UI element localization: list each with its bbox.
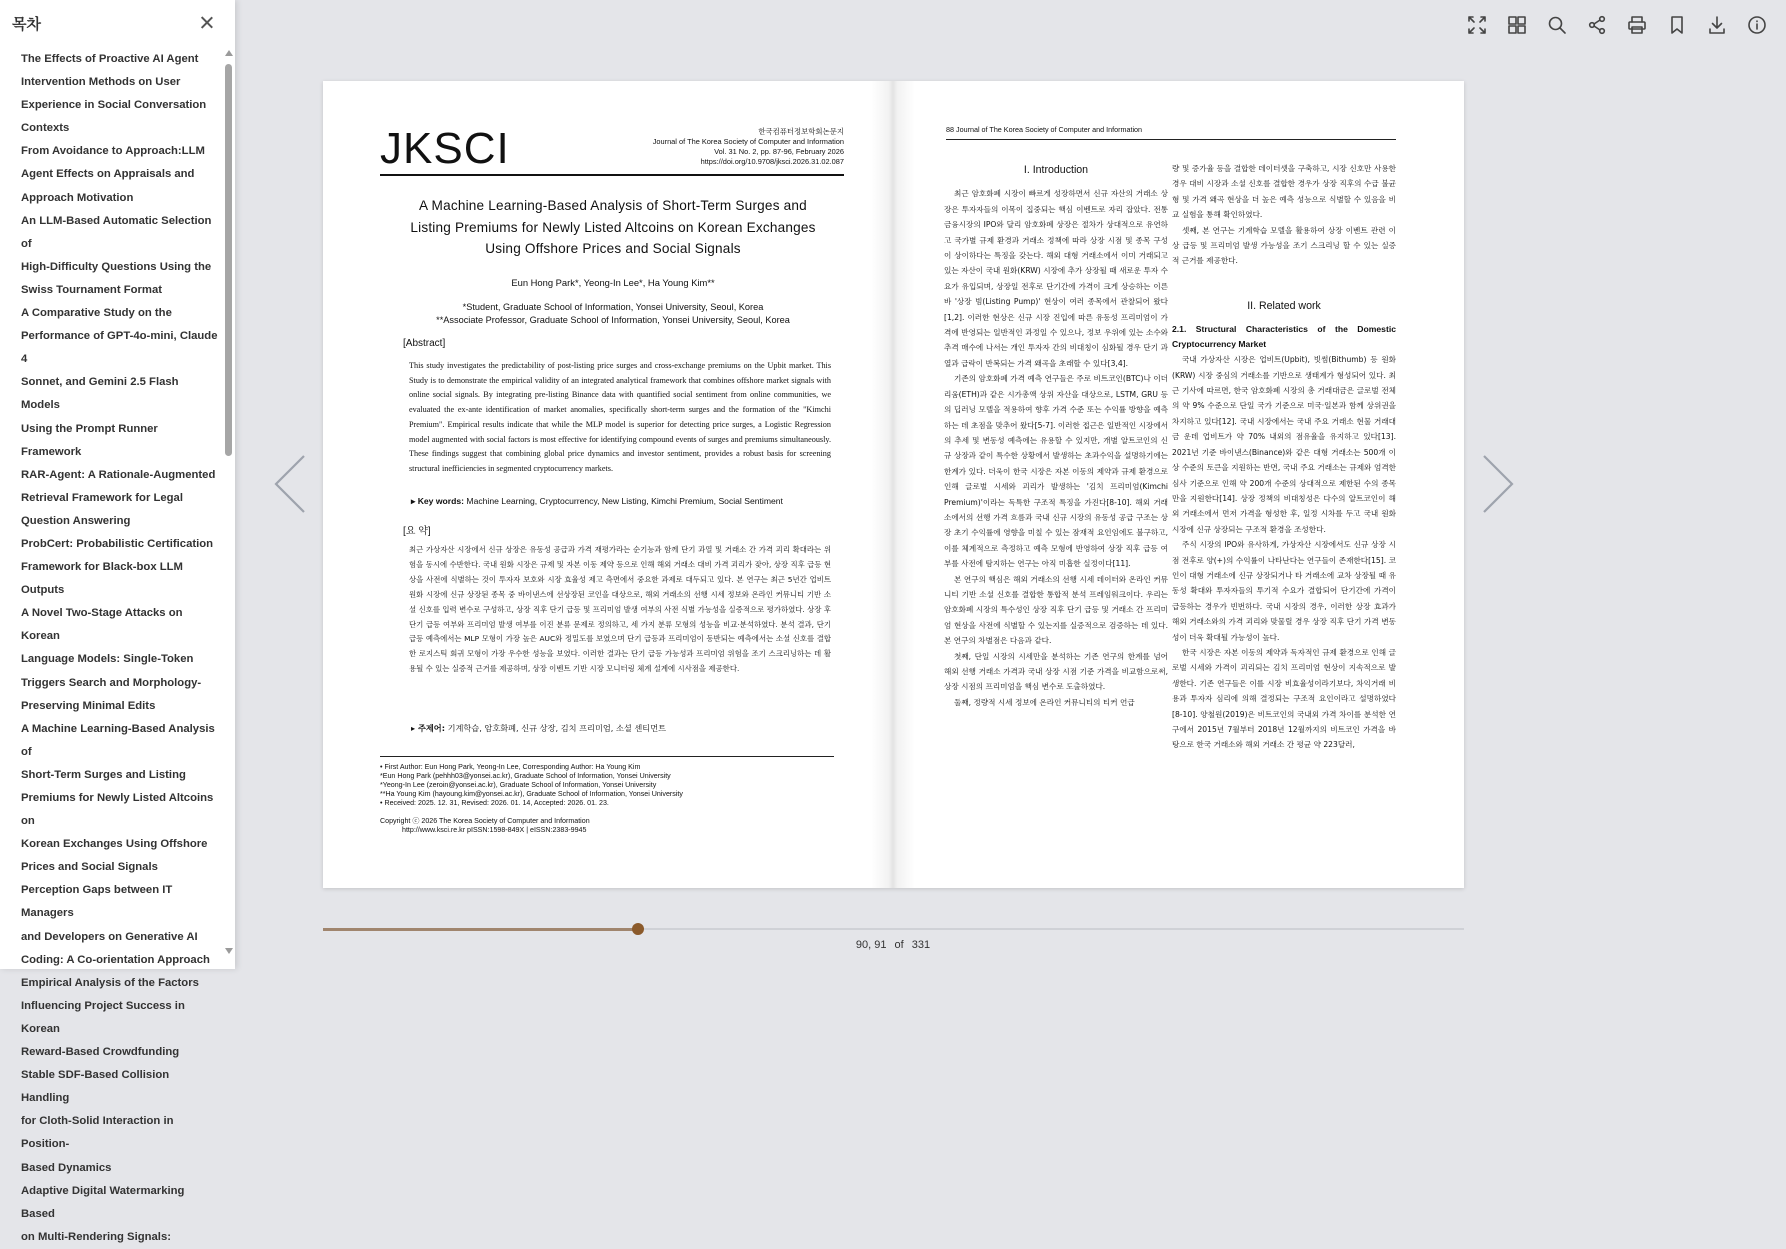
of-label: of — [894, 939, 904, 951]
copyright-line: http://www.ksci.re.kr pISSN:1598-849X | eISSN:2383-9945 — [402, 826, 587, 834]
copyright — [380, 817, 840, 835]
header-divider — [380, 174, 844, 176]
abstract-text: This study investigates the predictability of post-listing price surges and cross-exchange premiums on the Upbit market. This Study is to demonstrate the empirical validity of an integrated analytical framework that combines offshore market signals with online social signals. By integrating pre-listing Binance data with quantified social sentiment from online communities, we evaluated the ex-ante identification of market anomalies, specifically short-term surges and the formation of the "Kimchi Premium". Empirical results indicate that while the MLP model is superior for detecting price surges, a Logistic Regression model augmented with social factors is most effective for identifying compound events of surges and premiums simultaneously. These findings suggest that combining global price dynamics and investor sentiment, provides a robust basis for screening structural inefficiencies in segmented cryptocurrency markets. — [409, 361, 831, 473]
search-icon[interactable] — [1544, 12, 1570, 38]
affiliation: *Student, Graduate School of Information, Yonsei University, Seoul, Korea — [462, 302, 764, 312]
paragraph: 기존의 암호화폐 가격 예측 연구들은 주로 비트코인(BTC)나 이더리움(ETH)과 같은 시가총액 상위 자산을 대상으로, LSTM, GRU 등의 딥러닝 모델을 적용하여 향후 가격 수준 또는 수익률 방향을 예측하는 데 초점을 맞추어 왔다[5-7]. 이러한 접근은 일반적인 시장에서의 추세 및 변동성 예측에는 유용할 수 있지만, 개별 알트코인의 신규 상장과 같이 특수한 상황에서 발생하는 초과수익을 설명하기에는 한계가 있다. 더욱이 한국 시장은 자본 이동의 제약과 규제 환경으로 인해 글로벌 시세와 괴리가 발생하는 '김치 프리미엄(Kimchi Premium)'이라는 독특한 구조적 특징을 가진다[8-10]. 해외 거래소에서의 선행 가격 흐름과 국내 신규 시장의 유동성 공급 구조는 상장 초기 수익률에 영향을 미칠 수 있는 잠재적 요인임에도 불구하고, 이를 체계적으로 측정하고 예측 모형에 반영하여 상장 직후 급등 여부를 사전에 탐지하는 연구는 아직 미흡한 실정이다[11]. — [944, 374, 1168, 569]
sidebar-title: 목차 — [12, 14, 41, 33]
keywords-label: ▸ Key words: — [411, 496, 465, 506]
download-icon[interactable] — [1704, 12, 1730, 38]
toc-item[interactable]: Retrieval Framework for Legal — [21, 491, 183, 504]
paragraph: 첫째, 단일 시장의 시세만을 분석하는 기존 연구의 한계를 넘어 해외 선행 거래소 가격과 국내 상장 시점 기준 가격을 비교함으로써, 상장 시점의 프리미엄을 핵심 변수로 도출하였다. — [944, 651, 1168, 692]
header-divider — [946, 139, 1396, 140]
korean-abstract-heading: [요 약] — [403, 526, 431, 537]
toc-scrollbar[interactable] — [224, 50, 233, 954]
scroll-up-icon[interactable] — [225, 50, 233, 56]
scrollbar-thumb[interactable] — [225, 64, 232, 456]
toc-item[interactable]: A Machine Learning-Based Analysis of — [21, 722, 215, 758]
section-heading: II. Related work — [1247, 299, 1321, 312]
toc-item[interactable]: Preserving Minimal Edits — [21, 699, 156, 712]
toc-item[interactable]: and Developers on Generative AI — [21, 930, 198, 943]
footnote-divider — [380, 756, 834, 757]
total-pages: 331 — [911, 939, 931, 951]
toc-item[interactable]: Empirical Analysis of the Factors — [21, 976, 199, 989]
toc-sidebar — [0, 0, 235, 1243]
book-spread — [323, 81, 1464, 888]
journal-doi[interactable]: https://doi.org/10.9708/jksci.2026.31.02.087 — [700, 157, 844, 166]
paragraph: 본 연구의 핵심은 해외 거래소의 선행 시세 데이터와 온라인 커뮤니티 기반 소셜 신호를 결합한 통합적 분석 프레임워크이다. 우리는 암호화폐 시장의 특수성인 상장 직후 단기 급등 및 거래소 간 프리미엄 현상을 사전에 식별할 수 있는지를 실증적으로 검증하는 데 있다. 본 연구의 차별점은 다음과 같다. — [944, 574, 1168, 646]
journal-korean-name: 한국컴퓨터정보학회논문지 — [758, 127, 844, 136]
footnotes — [380, 763, 840, 808]
toc-item[interactable]: High-Difficulty Questions Using the — [21, 260, 212, 273]
toc-item[interactable]: Agent Effects on Appraisals and — [21, 168, 195, 181]
toc-item[interactable]: Experience in Social Conversation — [21, 99, 207, 112]
page-slider-progress — [323, 928, 638, 931]
running-header: 88 Journal of The Korea Society of Computer and Information — [946, 125, 1143, 134]
left-page — [323, 81, 893, 888]
text-column-right — [1172, 161, 1396, 753]
toc-item[interactable]: Stable SDF-Based Collision Handling — [21, 1069, 170, 1105]
page-indicator — [823, 939, 963, 951]
text-column-left — [944, 161, 1168, 710]
keywords — [411, 496, 833, 507]
toc-item[interactable]: Using the Prompt Runner Framework — [21, 422, 158, 458]
toc-item[interactable]: From Avoidance to Approach:LLM — [21, 145, 205, 158]
next-page-arrow-icon[interactable] — [1478, 452, 1518, 516]
paragraph: 셋째, 본 연구는 기계학습 모델을 활용하여 상장 이벤트 관련 이상 급등 및 프리미엄 발생 가능성을 조기 스크리닝 할 수 있는 실증적 근거를 제공한다. — [1172, 225, 1396, 266]
paragraph: 최근 암호화폐 시장이 빠르게 성장하면서 신규 자산의 거래소 상장은 투자자들의 이목이 집중되는 핵심 이벤트로 자리 잡았다. 전통 금융시장의 IPO와 달리 암호화폐 상장은 절차가 상대적으로 유연하고 국가별 규제 환경과 거래소 정책에 따라 상장 시점 및 종목 구성이 상이하다는 특징을 갖는다. 해외 대형 거래소에서 이미 거래되고 있는 자산이 국내 원화(KRW) 시장에 추가 상장될 때 새로운 투자 수요가 유입되며, 상장일 전후로 단기간에 가격이 크게 상승하는 이른바 '상장 빔(Listing Pump)' 현상이 여러 종목에서 관찰되어 왔다[1,2]. 이러한 현상은 신규 시장 진입에 따른 유동성 프리미엄이 가격에 반영되는 일반적인 과정일 수 있으나, 정보 우위에 있는 소수와 추격 매수에 나서는 개인 투자자 간의 비대칭이 심화될 경우 단기 과열과 급락이 반복되는 가격 왜곡을 초래할 수 있다[3,4]. — [944, 189, 1168, 368]
toc-item[interactable]: Triggers Search and Morphology- — [21, 676, 202, 689]
toc-item[interactable]: Swiss Tournament Format — [21, 283, 163, 296]
fullscreen-icon[interactable] — [1464, 12, 1490, 38]
page-slider[interactable] — [323, 928, 1464, 930]
scroll-down-icon[interactable] — [225, 948, 233, 954]
toc-item[interactable]: Coding: A Co-orientation Approach — [21, 953, 210, 966]
viewer-toolbar — [1464, 12, 1770, 40]
toc-item[interactable]: An LLM-Based Automatic Selection of — [21, 214, 212, 250]
affiliations — [383, 301, 843, 327]
close-icon[interactable] — [197, 13, 217, 33]
toc-item[interactable]: Perception Gaps between IT Managers — [21, 884, 173, 920]
info-icon[interactable] — [1744, 12, 1770, 38]
footnote: • First Author: Eun Hong Park, Yeong-In Lee, Corresponding Author: Ha Young Kim — [380, 763, 641, 771]
right-page — [894, 81, 1464, 888]
thumbnails-icon[interactable] — [1504, 12, 1530, 38]
journal-volume: Vol. 31 No. 2, pp. 87-96, February 2026 — [714, 147, 844, 156]
toc-item[interactable]: Prices and Social Signals — [21, 861, 158, 874]
toc-item[interactable]: RAR-Agent: A Rationale-Augmented — [21, 468, 216, 481]
toc-item[interactable]: A Comparative Study on the — [21, 307, 172, 320]
paragraph: 량 및 증가율 등을 결합한 데이터셋을 구축하고, 시장 신호만 사용한 경우 대비 시장과 소셜 신호를 결합한 경우가 상장 직후의 수급 불균형 및 가격 왜곡 현상을 더 높은 예측 성능으로 식별할 수 있음을 비교 실험을 통해 확인하였다. — [1172, 164, 1396, 220]
title-line: Using Offshore Prices and Social Signals — [485, 241, 741, 256]
keywords-value: Machine Learning, Cryptocurrency, New Listing, Kimchi Premium, Social Sentiment — [466, 496, 783, 506]
journal-logo: JKSCI — [380, 124, 510, 173]
subsection-heading: 2.1. Structural Characteristics of the Domestic Cryptocurrency Market — [1172, 324, 1396, 350]
korean-keywords — [411, 723, 833, 734]
toc-item[interactable]: for Cloth-Solid Interaction in Position- — [21, 1115, 174, 1151]
toc-item[interactable]: Influencing Project Success in Korean — [21, 999, 185, 1035]
paragraph: 한국 시장은 자본 이동의 제약과 독자적인 규제 환경으로 인해 글로벌 시세와 가격이 괴리되는 김치 프리미엄 현상이 지속적으로 발생한다. 기존 연구들은 이를 시장 비효율성이라기보다, 차익거래 비용과 투자자 심리에 의해 결정되는 구조적 요인이라고 설명하였다[8-10]. 양철원(2019)은 비트코인의 국내외 가격 차이를 분석한 연구에서 2015년 7월부터 2018년 12월까지의 비트코인 가격을 바탕으로 한국 거래소와 해외 거래소 간 평균 약 223달러, — [1172, 647, 1396, 750]
title-line: Listing Premiums for Newly Listed Altcoins on Korean Exchanges — [410, 219, 816, 235]
toc-item[interactable]: Sonnet, and Gemini 2.5 Flash Models — [21, 376, 179, 412]
affiliation: **Associate Professor, Graduate School of Information, Yonsei University, Seoul, Korea — [436, 315, 790, 325]
korean-keywords-value: 기계학습, 암호화폐, 신규 상장, 김치 프리미엄, 소셜 센티먼트 — [447, 723, 667, 733]
toc-item[interactable]: Contexts — [21, 122, 70, 135]
toc-item[interactable]: Adaptive Digital Watermarking Based — [21, 1184, 185, 1220]
toc-item[interactable]: Question Answering — [21, 514, 131, 527]
current-pages: 90, 91 — [855, 939, 887, 951]
paragraph: 주식 시장의 IPO와 유사하게, 가상자산 시장에서도 신규 상장 시점 전후로 양(+)의 수익률이 나타난다는 연구들이 존재한다[15]. 코인이 대형 거래소에 신규 상장되거나 타 거래소에 교차 상장될 때 유동성 확대와 투자자들의 투기적 수요가 결합되어 단기간에 가격이 급등하는 경우가 빈번하다. 국내 시장의 경우, 이러한 상장 효과가 해외 거래소와의 가격 괴리와 맞물릴 경우 상장 직후 단기 가격 변동성이 더욱 확대될 가능성이 높다. — [1172, 540, 1396, 642]
toc-item[interactable]: A Novel Two-Stage Attacks on Korean — [21, 607, 183, 643]
korean-abstract-text: 최근 가상자산 시장에서 신규 상장은 유동성 공급과 가격 재평가라는 순기능과 함께 단기 과열 및 거래소 간 가격 괴리 확대라는 위험을 동시에 수반한다. 국내 원화 시장은 규제 및 자본 이동 제약 등으로 인해 해외 거래소 대비 가격 괴리가 잦아, 상장 직후 급등 현상을 사전에 식별하는 것이 투자자 보호와 시장 효율성 제고 측면에서 중요한 과제로 대두되고 있다. 본 연구는 최근 5년간 업비트 원화 시장에 신규 상장된 종목 중 바이낸스에 선상장된 코인을 대상으로, 해외 거래소의 선행 시세 정보와 온라인 커뮤니티 기반 소셜 신호를 입력 변수로 구성하고, 상장 직후 단기 급등 및 프리미엄 발생 여부의 사전 식별 가능성을 실증적으로 평가하였다. 상장 후 단기 급등 여부와 프리미엄 발생 여부를 이진 분류 문제로 정의하고, 세 가지 분류 모형의 성능을 비교·분석하였다. 분석 결과, 단기 급등 예측에서는 MLP 모형이 가장 높은 AUC와 정밀도를 보였으며 단기 급등과 프리미엄이 동반되는 예측에서는 소셜 신호를 결합한 로지스틱 회귀 모형이 가장 우수한 성능을 보였다. 이러한 결과는 단기 급등 가능성과 프리미엄 위험을 조기 스크리닝하는 데 활용될 수 있는 실증적 근거를 제공하며, 상장 이벤트 기반 시장 모니터링 체계 설계에 시사점을 제공한다. — [409, 545, 831, 674]
journal-info — [653, 127, 844, 167]
toc-item[interactable]: on Multi-Rendering Signals: — [21, 1230, 171, 1243]
journal-english-name: Journal of The Korea Society of Computer and Information — [652, 137, 844, 146]
sidebar-header — [0, 0, 235, 46]
previous-page-arrow-icon[interactable] — [270, 452, 310, 516]
paper-title — [393, 195, 833, 260]
footnote: *Eun Hong Park (pehhh03@yonsei.ac.kr), Graduate School of Information, Yonsei University — [380, 772, 671, 781]
toc-item[interactable]: Approach Motivation — [21, 191, 134, 204]
toc-item[interactable]: Short-Term Surges and Listing — [21, 768, 186, 781]
footnote: • Received: 2025. 12. 31, Revised: 2026. 01. 14, Accepted: 2026. 01. 23. — [380, 799, 609, 808]
toc-item[interactable]: Language Models: Single-Token — [21, 653, 194, 666]
toc-item[interactable]: Based Dynamics — [21, 1161, 112, 1174]
page-slider-handle[interactable] — [632, 923, 644, 935]
print-icon[interactable] — [1624, 12, 1650, 38]
share-icon[interactable] — [1584, 12, 1610, 38]
paragraph: 둘째, 정량적 시세 정보에 온라인 커뮤니티의 티커 언급 — [954, 697, 1135, 707]
copyright-line: Copyright ⓒ 2026 The Korea Society of Computer and Information — [380, 817, 590, 825]
toc-list — [0, 48, 222, 1243]
paragraph: 국내 가상자산 시장은 업비트(Upbit), 빗썸(Bithumb) 등 원화(KRW) 시장 중심의 거래소를 기반으로 생태계가 형성되어 있다. 최근 기사에 따르면, 한국 암호화폐 시장의 총 거래대금은 글로벌 전체의 약 9% 수준으로 단일 국가 기준으로 미국·일본과 함께 상위권을 차지하고 있다[12]. 국내 시장에서는 국내 주요 거래소 현물 거래대금 운데 업비트가 약 70% 내외의 점유율을 유지하고 있다[13]. 2021년 기준 바이낸스(Binance)와 같은 대형 거래소는 500개 이상 수준의 토큰을 지원하는 반면, 국내 주요 거래소는 규제와 엄격한 심사 기준으로 인해 약 200개 수준의 상대적으로 제한된 수의 종목만을 지원한다[14]. 상장 정책의 비대칭성은 다수의 알트코인이 해외 거래소에서 먼저 가격을 형성한 후, 일정 시차를 두고 국내 원화 시장에 신규 상장되는 구조적 환경을 조성한다. — [1172, 355, 1396, 534]
footnote: **Ha Young Kim (hayoung.kim@yonsei.ac.kr), Graduate School of Information, Yonsei University — [380, 790, 683, 799]
toc-item[interactable]: Framework for Black-box LLM Outputs — [21, 561, 183, 597]
bookmark-icon[interactable] — [1664, 12, 1690, 38]
toc-item[interactable]: Premiums for Newly Listed Altcoins on — [21, 792, 214, 828]
toc-item[interactable]: Performance of GPT-4o-mini, Claude 4 — [21, 330, 218, 366]
toc-item[interactable]: The Effects of Proactive AI Agent — [21, 53, 199, 65]
toc-item[interactable]: Intervention Methods on User — [21, 76, 181, 89]
section-heading: I. Introduction — [1023, 164, 1089, 176]
authors: Eun Hong Park*, Yeong-In Lee*, Ha Young Kim** — [511, 277, 715, 288]
footnote: *Yeong-In Lee (zeroin@yonsei.ac.kr), Graduate School of Information, Yonsei University — [380, 781, 657, 790]
toc-item[interactable]: Reward-Based Crowdfunding — [21, 1046, 180, 1059]
toc-item[interactable]: ProbCert: Probabilistic Certification — [21, 537, 214, 550]
korean-keywords-label: ▸ 주제어: — [411, 723, 445, 733]
title-line: A Machine Learning-Based Analysis of Short-Term Surges and — [419, 198, 807, 213]
abstract-heading: [Abstract] — [403, 338, 446, 349]
toc-item[interactable]: Korean Exchanges Using Offshore — [21, 838, 208, 851]
